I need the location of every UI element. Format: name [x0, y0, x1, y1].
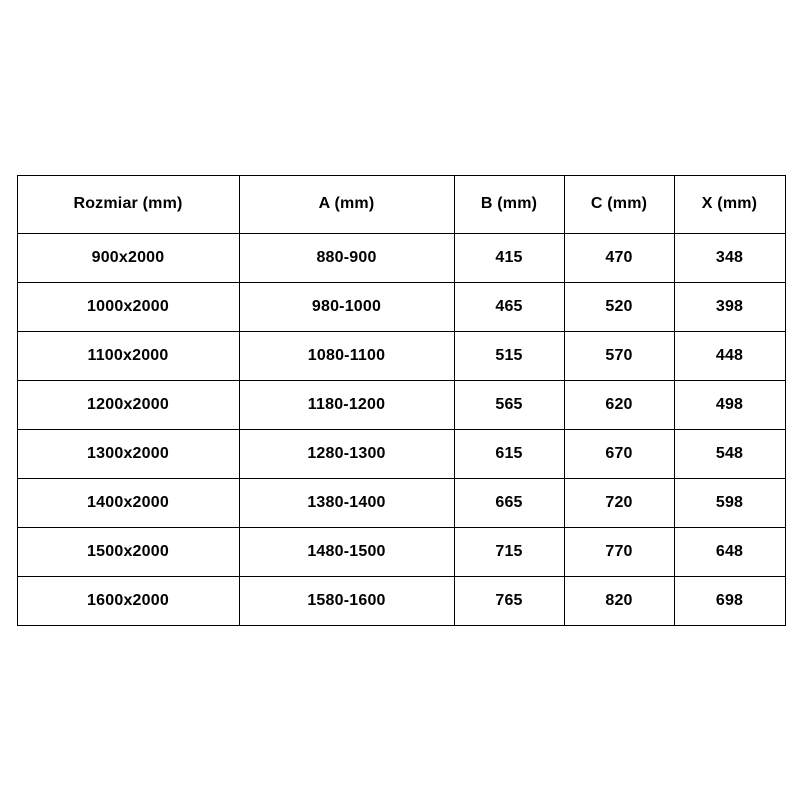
cell-c: 770: [564, 527, 674, 576]
dimensions-table: [17, 175, 786, 626]
cell-x: 548: [674, 429, 785, 478]
cell-a: 880-900: [239, 233, 454, 282]
cell-c: 820: [564, 576, 674, 625]
cell-a: 980-1000: [239, 282, 454, 331]
table-body: [17, 233, 785, 625]
cell-size: 1500x2000: [17, 527, 239, 576]
cell-c: 470: [564, 233, 674, 282]
cell-a: 1580-1600: [239, 576, 454, 625]
table-row: [17, 527, 785, 576]
cell-b: 565: [454, 380, 564, 429]
cell-c: 570: [564, 331, 674, 380]
cell-b: 465: [454, 282, 564, 331]
table-row: [17, 331, 785, 380]
cell-x: 498: [674, 380, 785, 429]
cell-size: 1600x2000: [17, 576, 239, 625]
cell-size: 1100x2000: [17, 331, 239, 380]
column-header-size: Rozmiar (mm): [17, 175, 239, 233]
cell-b: 715: [454, 527, 564, 576]
cell-a: 1280-1300: [239, 429, 454, 478]
cell-x: 448: [674, 331, 785, 380]
table-row: [17, 282, 785, 331]
cell-x: 398: [674, 282, 785, 331]
table-header-row: [17, 175, 785, 233]
cell-b: 415: [454, 233, 564, 282]
cell-a: 1080-1100: [239, 331, 454, 380]
cell-x: 348: [674, 233, 785, 282]
column-header-b: B (mm): [454, 175, 564, 233]
cell-a: 1480-1500: [239, 527, 454, 576]
table-row: [17, 380, 785, 429]
cell-c: 670: [564, 429, 674, 478]
cell-c: 520: [564, 282, 674, 331]
cell-x: 598: [674, 478, 785, 527]
cell-x: 648: [674, 527, 785, 576]
cell-b: 515: [454, 331, 564, 380]
cell-size: 900x2000: [17, 233, 239, 282]
cell-a: 1380-1400: [239, 478, 454, 527]
cell-size: 1200x2000: [17, 380, 239, 429]
table-header: [17, 175, 785, 233]
cell-c: 620: [564, 380, 674, 429]
cell-a: 1180-1200: [239, 380, 454, 429]
column-header-a: A (mm): [239, 175, 454, 233]
cell-b: 615: [454, 429, 564, 478]
cell-x: 698: [674, 576, 785, 625]
table-row: [17, 429, 785, 478]
cell-size: 1400x2000: [17, 478, 239, 527]
table-row: [17, 478, 785, 527]
cell-size: 1000x2000: [17, 282, 239, 331]
column-header-x: X (mm): [674, 175, 785, 233]
cell-b: 765: [454, 576, 564, 625]
table-row: [17, 576, 785, 625]
cell-c: 720: [564, 478, 674, 527]
cell-size: 1300x2000: [17, 429, 239, 478]
table-row: [17, 233, 785, 282]
column-header-c: C (mm): [564, 175, 674, 233]
cell-b: 665: [454, 478, 564, 527]
